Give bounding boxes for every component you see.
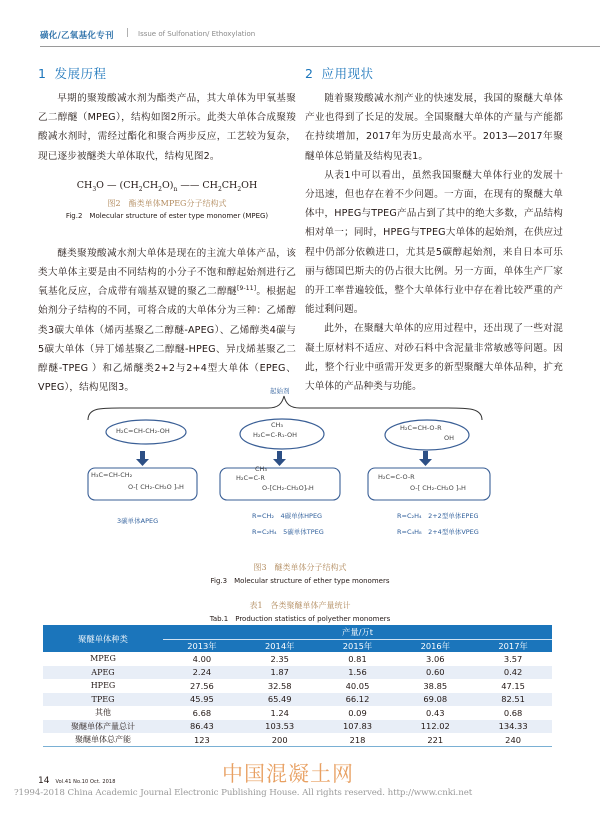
column-header-year: 2015年	[319, 639, 397, 652]
caption-english: Tab.1 Production statistics of polyether monomers	[209, 615, 391, 623]
table-cell: 4.00	[192, 653, 212, 664]
starter-formula-2: H₂C=C-R₁-OH	[253, 431, 298, 439]
production-table	[43, 625, 552, 747]
product-formula-3-line1: H₂C=C-O-R	[378, 473, 415, 481]
column-header-monomer-type: 聚醚单体种类	[43, 625, 163, 652]
starter-formula-1: H₂C=CH-CH₂-OH	[116, 427, 170, 435]
section-title: 发展历程	[54, 66, 107, 81]
figure-3-diagram	[60, 382, 540, 552]
section-2-paragraph-3: 此外，在聚醚大单体的应用过程中，还出现了一些对混凝土原材料不适应、对砂石料中含泥量非常敏感等问题。因此，整个行业中亟需开发更多的新型聚醚大单体品种，扩充大单体的产品种类与功能。	[305, 323, 563, 393]
table-cell: 32.58	[267, 680, 292, 691]
formula-text: O — (CH	[96, 180, 139, 191]
table-cell: 0.09	[348, 707, 367, 718]
table-cell: 47.15	[501, 680, 525, 691]
table-cell: 82.51	[474, 693, 552, 707]
page-number: 14	[38, 776, 50, 786]
monomer-label-tpeg: R=C₂H₄ 5碳单体TPEG	[252, 528, 324, 536]
row-label: 其他	[95, 708, 111, 718]
table-header-row	[43, 625, 552, 639]
table-cell: 103.53	[241, 720, 319, 734]
section-2-heading	[305, 64, 563, 82]
section-2-paragraph-2: 从表1中可以看出，虽然我国聚醚大单体行业的发展十分迅速，但也存在着不少问题。一方面，在现有的聚醚大单体中，HPEG与TPEG产品占到了其中的绝大多数，产品结构相对单一；同时，HPEG与TPEG大单体的起始剂，在供应过程中仍部分依赖进口，尤其是5碳醇起始剂，来自日本可乐丽与德国巴斯夫的仍占很大比例。另一方面，单体生产厂家的开工率普遍较低，整个大单体行业中存在着比较严重的产能过剩问题。	[305, 169, 563, 316]
caption-chinese: 图3 醚类单体分子结构式	[253, 563, 347, 572]
table-cell: 1.56	[319, 666, 397, 680]
down-arrow-icon	[273, 451, 286, 466]
row-label: TPEG	[43, 693, 163, 707]
starter-formula-3-bottom: OH	[444, 434, 455, 442]
section-number: 1	[38, 66, 47, 81]
table-row	[43, 720, 552, 734]
formula-sub: 2	[237, 185, 242, 193]
table-cell: 1.87	[241, 666, 319, 680]
row-label: APEG	[43, 666, 163, 680]
table-cell: 0.81	[348, 653, 367, 664]
section-1-heading	[38, 64, 296, 82]
column-header-year: 2016年	[396, 639, 474, 652]
starter-formula-3: H₂C=CH-O-R	[400, 424, 442, 432]
formula-text: O)	[161, 180, 174, 191]
formula-sub: 2	[138, 185, 143, 193]
table-cell: 86.43	[163, 720, 241, 734]
formula-sub: n	[173, 185, 178, 193]
header-separator: |	[126, 28, 130, 38]
monomer-label-hpeg: R=CH₂ 4碳单体HPEG	[252, 512, 323, 520]
formula-sub: 2	[217, 185, 222, 193]
product-formula-2-line1: H₂C=C-R	[236, 474, 265, 482]
product-formula-3-line2: O-[ CH₂-CH₂O ]ₙH	[410, 484, 466, 492]
table-row	[43, 706, 552, 720]
table-row	[43, 679, 552, 693]
product-formula-1-line2: O-[ CH₂-CH₂O ]ₙH	[128, 483, 184, 491]
table-cell: 123	[163, 733, 241, 747]
column-header-year: 2014年	[241, 639, 319, 652]
table-cell: 112.02	[396, 720, 474, 734]
table-row	[43, 652, 552, 666]
starter-label: 起始剂	[270, 387, 290, 395]
table-cell: 200	[241, 733, 319, 747]
starter-formula-2-top: CH₃	[271, 421, 284, 429]
table-row	[43, 666, 552, 680]
table-cell: 240	[474, 733, 552, 747]
mpeg-formula	[38, 180, 296, 193]
table-row	[43, 733, 552, 747]
table-cell: 0.60	[396, 666, 474, 680]
table-cell: 2.35	[270, 653, 289, 664]
table-cell: 0.42	[474, 666, 552, 680]
formula-text: OH	[241, 180, 258, 191]
section-title: 应用现状	[321, 66, 374, 81]
row-label: 聚醚单体产量总计	[43, 720, 163, 734]
table-cell: 45.95	[163, 693, 241, 707]
section-1-paragraph-1: 早期的聚羧酸减水剂为酯类产品，其大单体为甲氧基聚乙二醇醚（MPEG），结构如图2所示。此类大单体合成聚羧酸减水剂时，需经过酯化和聚合两步反应，工艺较为复杂，现已逐步被醚类大单体取代，结构见图2。	[38, 93, 296, 162]
watermark-logo: 中国混凝土网	[222, 762, 354, 786]
copyright-notice: ?1994-2018 China Academic Journal Electronic Publishing House. All rights reserved. http://www.cnki.net	[14, 788, 473, 798]
table-cell: 218	[319, 733, 397, 747]
journal-section-title: 磺化/乙氧基化专刊	[40, 31, 114, 41]
right-column	[305, 64, 563, 396]
paragraph-text: 。根据起始剂分子结构的不同，可将合成的大单体分为三种：乙烯醇类3碳大单体（烯丙基聚乙二醇醚-APEG）、乙烯醇类4碳与5碳大单体（异丁烯基聚乙二醇醚-HPEG、异戊烯基聚乙二醇醚-TPEG ）和乙烯醚类2+2与2+4型大单体（EPEG、VPEG），结构见图3。	[38, 286, 297, 394]
section-1-paragraph-2	[38, 244, 296, 398]
section-number: 2	[305, 66, 314, 81]
formula-text: CH	[142, 180, 159, 191]
figure-3-caption	[150, 562, 450, 586]
issue-title: Issue of Sulfonation/ Ethoxylation	[138, 30, 256, 38]
page-footer	[38, 776, 115, 786]
product-formula-2-line0: CH₃	[255, 465, 268, 473]
monomer-label-epeg: R=C₂H₄ 2+2型单体EPEG	[397, 512, 479, 520]
section-2-paragraph-1: 随着聚羧酸减水剂产业的快速发展，我国的聚醚大单体产业也得到了长足的发展。全国聚醚大单体的产量与产能都在持续增加，2017年为历史最高水平。2013—2017年聚醚单体总销量及结构见表1。	[305, 93, 563, 162]
column-header-year: 2017年	[474, 639, 552, 652]
table-cell: 0.43	[426, 707, 445, 718]
citation-ref[interactable]: [9-11]	[237, 285, 257, 293]
figure-2-caption	[38, 198, 296, 221]
column-header-year: 2013年	[163, 639, 241, 652]
column-header-unit: 产量/万t	[163, 625, 552, 639]
table-cell: 38.85	[423, 680, 448, 691]
row-label: HPEG	[90, 681, 116, 691]
table-cell: 134.33	[474, 720, 552, 734]
formula-text: —— CH	[177, 180, 218, 191]
caption-english: Fig.3 Molecular structure of ether type monomers	[210, 577, 390, 585]
table-cell: 27.56	[190, 680, 214, 691]
monomer-label-apeg: 3碳单体APEG	[117, 517, 159, 525]
formula-sub: 2	[158, 185, 162, 193]
product-formula-2-line2: O-[CH₂-CH₂O]ₙH	[262, 484, 314, 492]
table-cell: 1.24	[270, 707, 289, 718]
table-body	[43, 652, 552, 747]
table-cell: 221	[396, 733, 474, 747]
left-column	[38, 64, 296, 397]
table-cell: 3.57	[503, 653, 523, 664]
monomer-label-vpeg: R=C₄H₈ 2+4型单体VPEG	[397, 528, 479, 536]
caption-chinese: 表1 各类聚醚单体产量统计	[249, 601, 351, 610]
formula-text: CH	[221, 180, 238, 191]
row-label: MPEG	[90, 654, 116, 664]
formula-sub: 3	[92, 185, 97, 193]
table-row	[43, 693, 552, 707]
down-arrow-icon	[419, 451, 432, 466]
table-cell: 65.49	[241, 693, 319, 707]
running-header	[40, 27, 600, 47]
table-cell: 40.05	[345, 680, 370, 691]
table-cell: 2.24	[163, 666, 241, 680]
caption-english: Fig.2 Molecular structure of ester type monomer (MPEG)	[65, 212, 269, 220]
table-cell: 107.83	[319, 720, 397, 734]
table-cell: 6.68	[192, 707, 212, 718]
volume-info: Vol.41 No.10 Oct. 2018	[55, 779, 116, 785]
caption-chinese: 图2 酯类单体MPEG分子结构式	[107, 199, 227, 208]
formula-text: CH	[76, 180, 93, 191]
down-arrow-icon	[136, 451, 149, 466]
table-cell: 69.08	[396, 693, 474, 707]
product-formula-1-line1: H₃C=CH-CH₂	[91, 471, 133, 479]
table-1-caption	[150, 600, 450, 624]
table-cell: 3.06	[426, 653, 445, 664]
paragraph-text: 醚类聚羧酸减水剂大单体是现在的主流大单体产品，该类大单体主要是由不同结构的小分子不饱和醇起始剂进行乙氧基化反应，合成带有端基双键的聚乙二醇醚	[38, 247, 296, 298]
row-label: 聚醚单体总产能	[43, 733, 163, 747]
table-cell: 0.68	[503, 707, 523, 718]
table-cell: 66.12	[319, 693, 397, 707]
brace-connector	[88, 396, 482, 420]
